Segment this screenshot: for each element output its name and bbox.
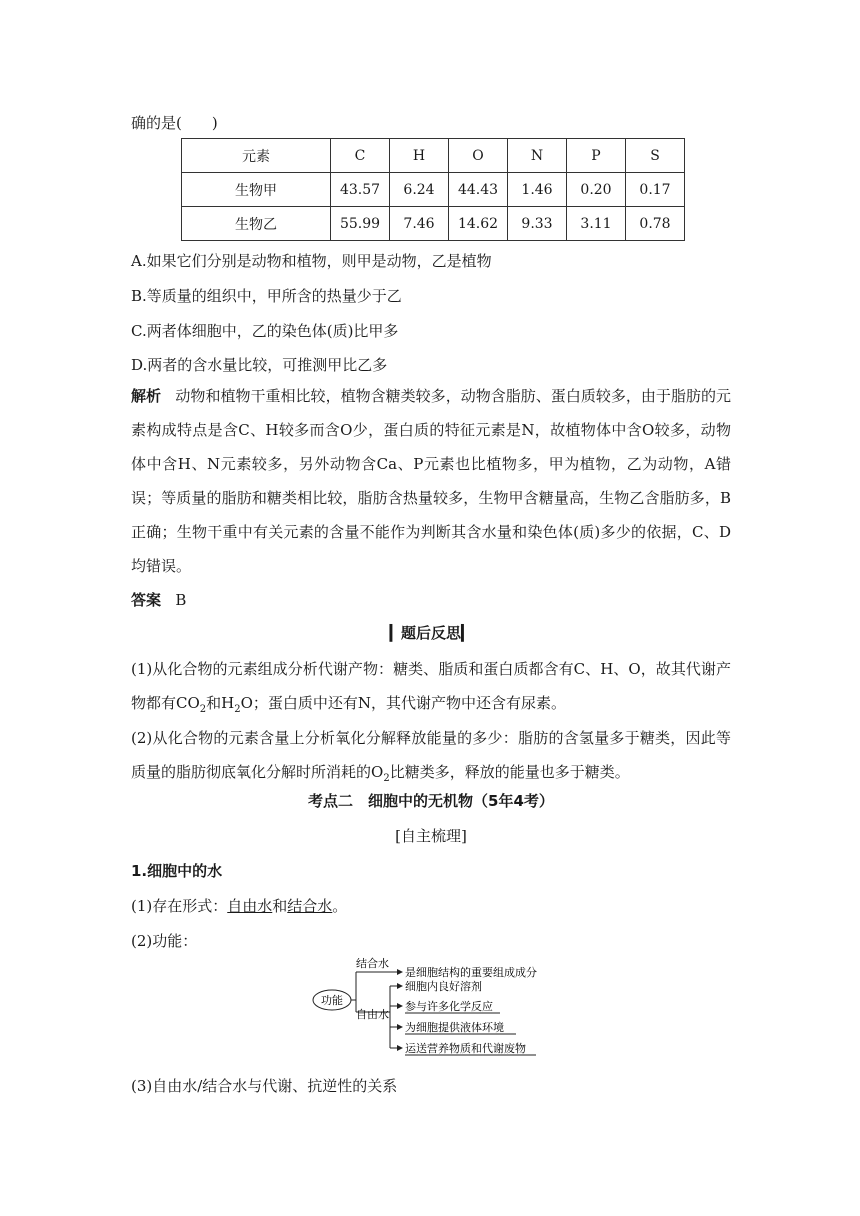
table-header-cell: P: [567, 139, 626, 173]
table-cell: 7.46: [390, 207, 449, 241]
section-subtitle: [自主梳理]: [395, 827, 467, 845]
diagram-bound-label: 结合水: [356, 957, 389, 970]
table-cell: 9.33: [508, 207, 567, 241]
reflection-text: (1)从化合物的元素组成分析代谢产物：糖类、脂质和蛋白质都含有C、H、O，故其代谢产物都有CO: [131, 660, 731, 712]
diagram-root-label: 功能: [321, 994, 343, 1007]
table-cell: 1.46: [508, 173, 567, 207]
analysis-text: 动物和植物干重相比较，植物含糖类较多，动物含脂肪、蛋白质较多，由于脂肪的元素构成特点是含C、H较多而含O少，蛋白质的特征元素是N，故植物体中含O较多，动物体中含H、N元素较多，另外动物含Ca、P元素也比植物多，甲为植物，乙为动物，A错误；等质量的脂肪和糖类相比较，脂肪含热量较多，生物甲含糖量高，生物乙含脂肪多，B正确；生物干重中有关元素的含量不能作为判断其含水量和染色体(质)多少的依据，C、D均错误。: [131, 387, 731, 575]
table-header-cell: N: [508, 139, 567, 173]
free-function-item: 参与许多化学反应: [405, 1000, 493, 1013]
free-function-item: 细胞内良好溶剂: [405, 980, 482, 993]
reflection-title-text: 题后反思: [400, 624, 461, 642]
table-cell: 0.20: [567, 173, 626, 207]
table-cell: 0.78: [626, 207, 685, 241]
period: 。: [332, 897, 348, 915]
subscript: 2: [199, 704, 207, 715]
reflection-bar-left: ▎: [389, 624, 401, 642]
bound-water-term: 结合水: [287, 897, 333, 915]
table-row: [182, 207, 685, 241]
existence-label: (1)存在形式：: [131, 897, 228, 915]
table-header-cell: C: [331, 139, 390, 173]
table-header-row: [182, 139, 685, 173]
reflection-paragraph-2: [131, 721, 731, 796]
free-function-item: 为细胞提供液体环境: [405, 1021, 504, 1034]
table-cell: 55.99: [331, 207, 390, 241]
table-cell: 0.17: [626, 173, 685, 207]
table-header-cell: H: [390, 139, 449, 173]
reflection-title: [131, 622, 731, 643]
table-cell: 3.11: [567, 207, 626, 241]
option-c: C.两者体细胞中，乙的染色体(质)比甲多: [131, 322, 399, 340]
answer-label: 答案: [131, 591, 162, 609]
free-water-term: 自由水: [227, 897, 273, 915]
water-function-diagram: [310, 955, 590, 1067]
bound-function-item: 是细胞结构的重要组成成分: [405, 966, 537, 979]
option-d: D.两者的含水量比较，可推测甲比乙多: [131, 356, 388, 374]
subscript: 2: [234, 704, 241, 715]
table-cell: 44.43: [449, 173, 508, 207]
reflection-paragraph-1: [131, 652, 731, 727]
reflection-text: O；蛋白质中还有N，其代谢产物中还含有尿素。: [240, 694, 567, 712]
answer-value: B: [175, 591, 187, 609]
table-header-cell: O: [449, 139, 508, 173]
free-function-item: 运送营养物质和代谢废物: [405, 1042, 526, 1055]
answer-line: [131, 589, 186, 610]
table-header-cell: 元素: [182, 139, 331, 173]
table-row: [182, 173, 685, 207]
section-title: 考点二 细胞中的无机物（5年4考）: [308, 792, 554, 810]
reflection-bar-right: ▎: [461, 624, 473, 642]
diagram-free-label: 自由水: [356, 1008, 389, 1021]
option-a: A.如果它们分别是动物和植物，则甲是动物，乙是植物: [131, 252, 492, 270]
conjunction: 和: [272, 897, 288, 915]
table-header-cell: S: [626, 139, 685, 173]
relation-heading: (3)自由水/结合水与代谢、抗逆性的关系: [131, 1077, 398, 1095]
table-cell: 43.57: [331, 173, 390, 207]
table-cell: 生物甲: [182, 173, 331, 207]
reflection-text: 和H: [206, 694, 235, 712]
table-cell: 14.62: [449, 207, 508, 241]
question-tail: 确的是( ): [131, 114, 218, 132]
option-b: B.等质量的组织中，甲所含的热量少于乙: [131, 287, 402, 305]
table-cell: 生物乙: [182, 207, 331, 241]
element-table: [181, 138, 685, 241]
reflection-text: 比糖类多，释放的能量也多于糖类。: [389, 763, 630, 781]
existence-form-line: [131, 895, 347, 916]
analysis-label: 解析: [131, 387, 162, 405]
subscript: 2: [383, 773, 390, 784]
function-label: (2)功能：: [131, 932, 198, 950]
table-cell: 6.24: [390, 173, 449, 207]
reflection-text: (2)从化合物的元素含量上分析氧化分解释放能量的多少：脂肪的含氢量多于糖类，因此等质量的脂肪彻底氧化分解时所消耗的O: [131, 729, 731, 781]
analysis-paragraph: [131, 379, 731, 583]
section-heading: 1.细胞中的水: [131, 862, 223, 880]
